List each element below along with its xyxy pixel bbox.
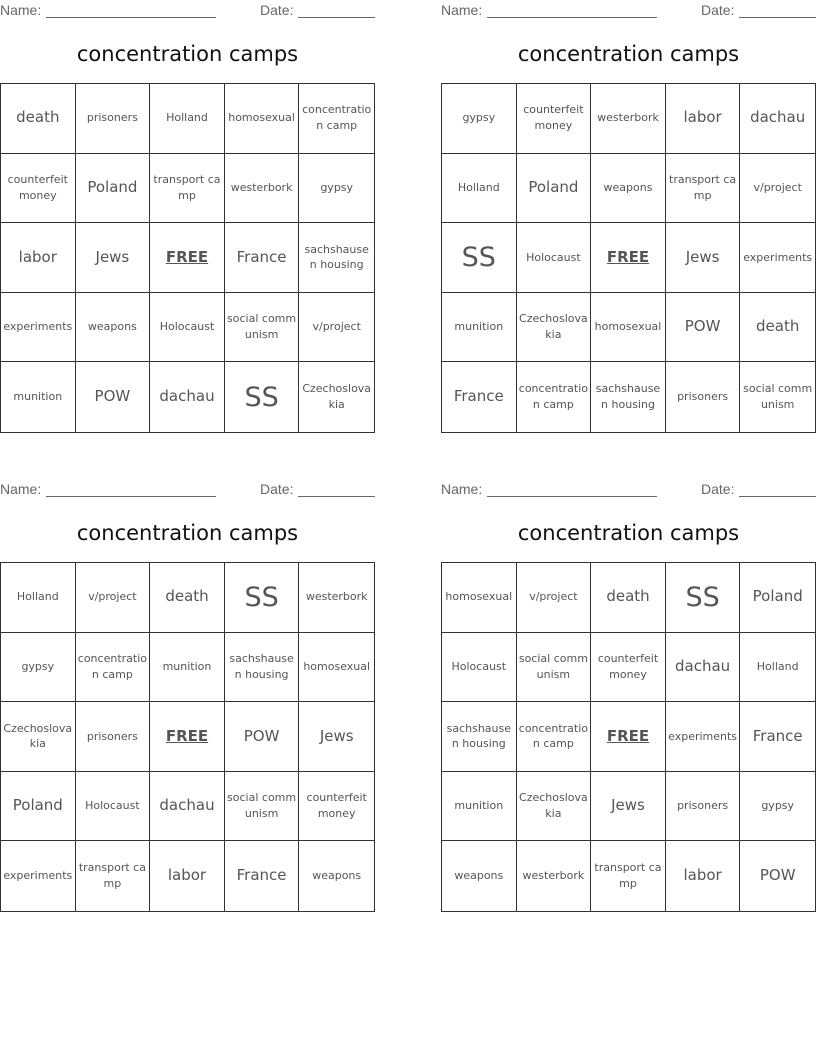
bingo-card [441,0,816,440]
bingo-cell-text: transport camp [594,861,662,891]
bingo-cell [740,362,815,432]
bingo-cell-text: munition [454,799,504,813]
bingo-cell-text: munition [162,659,212,673]
name-blank-line [46,17,216,18]
bingo-cell [740,563,815,633]
bingo-cell-text: SS [461,241,496,273]
bingo-cell-text: Czechoslovakia [3,721,73,751]
bingo-cell [591,633,666,703]
bingo-cell [666,633,741,703]
bingo-cell-text: death [606,587,650,606]
bingo-cell [1,702,76,772]
bingo-cell-text: counterfeit money [306,791,367,821]
bingo-cell [666,293,741,363]
bingo-cell-text: experiments [3,320,73,334]
bingo-cell [740,702,815,772]
bingo-cell-text: dachau [159,796,215,815]
card-title: concentration camps [517,521,740,545]
bingo-cell [76,293,151,363]
bingo-cell [442,362,517,432]
bingo-cell-text: homosexual [594,320,662,334]
bingo-cell-text: concentration camp [518,721,588,751]
bingo-cell [666,772,741,842]
bingo-grid [441,562,816,912]
bingo-cell-text: Poland [12,796,63,815]
bingo-cell-text: gypsy [462,111,496,125]
bingo-cell [150,362,225,432]
free-space-cell [591,702,666,772]
bingo-cell-text: France [752,726,803,745]
bingo-cell [740,841,815,911]
bingo-cell [299,772,374,842]
name-blank-line [46,496,216,497]
bingo-cell-text: homosexual [445,590,513,604]
bingo-card [441,479,816,919]
bingo-grid [0,83,375,433]
bingo-cell-text: labor [18,247,57,266]
date-label: Date: [701,2,735,18]
bingo-cell-text: gypsy [21,659,55,673]
bingo-cell-text: sachshausen housing [304,242,369,272]
bingo-cell [517,154,592,224]
bingo-cell [150,154,225,224]
bingo-cell-text: France [236,866,287,885]
bingo-cell [299,84,374,154]
bingo-cell-text: munition [13,390,63,404]
bingo-cell-text: sachshausen housing [229,651,294,681]
bingo-cell [740,772,815,842]
date-label: Date: [701,481,735,497]
bingo-cell [299,563,374,633]
bingo-cell-text: SS [685,581,720,613]
bingo-cell [299,154,374,224]
bingo-cell-text: munition [454,320,504,334]
bingo-cell-text: death [165,587,209,606]
bingo-cell [442,633,517,703]
bingo-cell [225,633,300,703]
bingo-cell [150,84,225,154]
bingo-cell [591,362,666,432]
bingo-cell-text: Poland [528,178,579,197]
bingo-cell [76,223,151,293]
bingo-cell-text: SS [244,381,279,413]
bingo-cell-text: Poland [87,178,138,197]
bingo-cell-text: dachau [750,108,806,127]
bingo-cell [442,154,517,224]
bingo-cell [76,841,151,911]
card-title: concentration camps [517,42,740,66]
name-blank-line [487,496,657,497]
bingo-cell [150,293,225,363]
bingo-cell-text: homosexual [303,659,371,673]
bingo-cell [225,293,300,363]
bingo-cell [76,84,151,154]
name-date-row [0,481,375,499]
bingo-cell [442,84,517,154]
bingo-cell [150,633,225,703]
bingo-cell-text: Holocaust [85,799,140,813]
bingo-cell-text: Holland [457,180,500,194]
bingo-cell-text: sachshausen housing [446,721,511,751]
bingo-cell [299,223,374,293]
bingo-cell [1,841,76,911]
bingo-cell [517,223,592,293]
bingo-cell-text: Czechoslovakia [302,382,372,412]
bingo-cell-text: Jews [95,247,130,266]
bingo-cell [76,154,151,224]
date-blank-line [739,17,816,18]
bingo-cell-text: weapons [454,869,504,883]
bingo-cell [1,633,76,703]
bingo-cell-text: France [453,387,504,406]
bingo-cell-text: counterfeit money [7,172,68,202]
bingo-cell [299,841,374,911]
date-blank-line [739,496,816,497]
bingo-cell [666,84,741,154]
bingo-cell-text: westerbork [230,180,293,194]
bingo-cell-text: weapons [603,180,653,194]
name-label: Name: [0,481,42,497]
bingo-cell [1,293,76,363]
date-blank-line [298,496,375,497]
date-blank-line [298,17,375,18]
bingo-cell-text: weapons [87,320,137,334]
bingo-cell [76,563,151,633]
bingo-cell-text: SS [244,581,279,613]
bingo-cell-text: POW [684,317,721,336]
card-title: concentration camps [76,521,299,545]
bingo-cell [666,154,741,224]
bingo-cell-text: counterfeit money [597,651,659,681]
bingo-cell [591,84,666,154]
bingo-cell-text: Jews [685,247,720,266]
name-label: Name: [441,481,483,497]
bingo-cell-text: Holocaust [451,659,507,673]
bingo-cell [1,84,76,154]
bingo-cell-text: westerbork [305,590,368,604]
bingo-cell [517,293,592,363]
bingo-cell [150,841,225,911]
bingo-cell [591,772,666,842]
bingo-cell [666,362,741,432]
bingo-cell [299,362,374,432]
bingo-cell [666,841,741,911]
bingo-cell [442,293,517,363]
bingo-cell [666,223,741,293]
bingo-cell [666,563,741,633]
bingo-cell [76,772,151,842]
bingo-cell-text: transport camp [669,172,737,202]
bingo-cell-text: labor [167,866,207,885]
bingo-cell [76,702,151,772]
bingo-cell-text: France [236,247,287,266]
bingo-cell-text: POW [94,387,131,406]
bingo-cell-text: social communism [518,651,588,681]
bingo-cell [225,563,300,633]
bingo-cell [225,772,300,842]
bingo-cell [517,702,592,772]
bingo-cell-text: gypsy [320,180,354,194]
bingo-cell [299,293,374,363]
bingo-cell-text: weapons [312,869,362,883]
bingo-cell [517,563,592,633]
bingo-cell-text: Holland [756,659,799,673]
bingo-cell-text: Czechoslovakia [519,312,588,342]
bingo-cell-text: labor [683,866,722,885]
bingo-cell [517,362,592,432]
bingo-cell [591,154,666,224]
bingo-cell-text: transport camp [153,172,221,202]
name-date-row [0,2,375,20]
bingo-card [0,0,375,440]
bingo-cell-text: Holland [16,590,59,604]
bingo-cell [740,84,815,154]
bingo-cell [1,362,76,432]
bingo-cell [76,633,151,703]
bingo-cell [1,563,76,633]
bingo-cell [1,154,76,224]
bingo-cell-text: POW [759,866,796,885]
bingo-cell [666,702,741,772]
bingo-cell-text: v/project [753,180,802,194]
bingo-cell-text: experiments [743,250,813,264]
bingo-cell-text: gypsy [761,799,795,813]
name-blank-line [487,17,657,18]
bingo-grid [441,83,816,433]
bingo-cell [442,563,517,633]
name-date-row [441,2,816,20]
bingo-cell [225,223,300,293]
bingo-cell-text: FREE [606,247,650,266]
bingo-cell [225,841,300,911]
bingo-cell-text: experiments [3,869,73,883]
bingo-cell-text: dachau [159,387,215,406]
bingo-cell [517,633,592,703]
bingo-cell-text: Poland [752,587,803,606]
bingo-cell-text: social communism [227,791,297,821]
bingo-cell-text: transport camp [78,861,146,891]
bingo-cell-text: Holland [166,111,208,125]
bingo-cell-text: westerbork [597,111,659,125]
bingo-grid [0,562,375,912]
bingo-cell-text: death [16,108,60,127]
bingo-cell-text: westerbork [522,869,585,883]
free-space-cell [591,223,666,293]
bingo-cell [225,362,300,432]
bingo-cell-text: Jews [319,726,354,745]
bingo-cell-text: social communism [227,312,297,342]
bingo-cell [517,84,592,154]
bingo-cell [1,772,76,842]
bingo-card [0,479,375,919]
bingo-cell [740,223,815,293]
bingo-cell [442,772,517,842]
bingo-cell-text: FREE [165,726,209,745]
bingo-cell [740,293,815,363]
bingo-cell [740,154,815,224]
bingo-cell-text: dachau [675,657,731,676]
bingo-cell-text: v/project [312,320,361,334]
name-label: Name: [0,2,42,18]
bingo-cell [299,633,374,703]
bingo-cell [150,563,225,633]
bingo-cell-text: prisoners [86,729,138,743]
bingo-cell-text: labor [683,108,722,127]
bingo-cell [591,293,666,363]
bingo-cell [225,154,300,224]
bingo-cell-text: prisoners [677,799,729,813]
card-title: concentration camps [76,42,299,66]
bingo-cell-text: experiments [668,729,738,743]
bingo-cell-text: prisoners [86,111,138,125]
bingo-cell [225,84,300,154]
free-space-cell [150,702,225,772]
bingo-cell-text: concentration camp [77,651,147,681]
free-space-cell [150,223,225,293]
bingo-cell [442,702,517,772]
bingo-cell-text: Czechoslovakia [519,791,588,821]
date-label: Date: [260,2,294,18]
bingo-cell [591,563,666,633]
bingo-cell-text: FREE [165,247,209,266]
bingo-cell-text: concentration camp [518,382,588,412]
bingo-cell [517,772,592,842]
bingo-cell-text: v/project [529,590,578,604]
bingo-cell [1,223,76,293]
bingo-cell [740,633,815,703]
bingo-cell-text: social communism [743,382,813,412]
bingo-cell [150,772,225,842]
bingo-cell-text: homosexual [228,111,295,125]
bingo-cell-text: sachshausen housing [595,382,661,412]
bingo-cell-text: Holocaust [526,250,581,264]
bingo-cell-text: POW [243,726,280,745]
bingo-cell-text: FREE [606,726,650,745]
bingo-cell-text: prisoners [677,390,729,404]
bingo-cell [591,841,666,911]
bingo-cell-text: Holocaust [159,320,215,334]
bingo-cell-text: v/project [88,590,137,604]
bingo-cell [442,841,517,911]
bingo-cell-text: death [756,317,800,336]
name-label: Name: [441,2,483,18]
bingo-cell-text: Jews [611,796,645,815]
bingo-cell [76,362,151,432]
bingo-cell [225,702,300,772]
date-label: Date: [260,481,294,497]
bingo-cell [517,841,592,911]
name-date-row [441,481,816,499]
bingo-cell [442,223,517,293]
bingo-cell-text: counterfeit money [523,103,584,133]
bingo-cell-text: concentration camp [302,103,372,133]
bingo-cell [299,702,374,772]
